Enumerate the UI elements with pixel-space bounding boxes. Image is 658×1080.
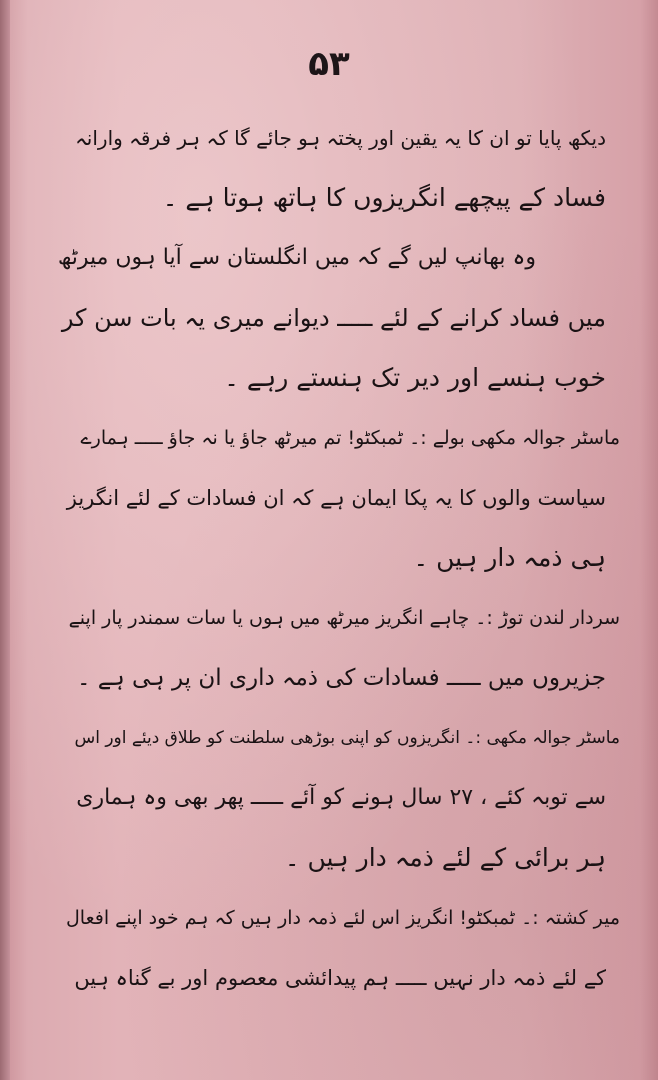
text-line: دیکھ پایا تو ان کا یہ یقین اور پختہ ہو جائے گا کہ ہر فرقہ وارانہ	[75, 126, 606, 150]
text-line: وہ بھانپ لیں گے کہ میں انگلستان سے آیا ہوں میرٹھ	[58, 245, 536, 270]
text-line: میر کشتہ :۔ ٹمبکٹو! انگریز اس لئے ذمہ دار ہیں کہ ہم خود اپنے افعال	[66, 907, 620, 929]
text-line: سیاست والوں کا یہ پکا ایمان ہے کہ ان فسادات کے لئے انگریز	[66, 486, 606, 510]
text-line: میں فساد کرانے کے لئے ـــــ دیوانے میری یہ بات سن کر	[61, 304, 606, 332]
page-text	[58, 108, 620, 1008]
text-line: ہی ذمہ دار ہیں ۔	[413, 543, 606, 572]
text-line: ہر برائی کے لئے ذمہ دار ہیں ۔	[284, 843, 606, 872]
text-line: کے لئے ذمہ دار نہیں ـــــ ہم پیدائشی معصوم اور بے گناہ ہیں	[74, 966, 606, 990]
text-line: سردار لندن توڑ :۔ چاہے انگریز میرٹھ میں ہوں یا سات سمندر پار اپنے	[68, 607, 620, 629]
text-line: خوب ہنسے اور دیر تک ہنستے رہے ۔	[224, 363, 606, 392]
page-number: ۵۳	[308, 44, 350, 84]
text-line: ماسٹر جوالہ مکھی :۔ انگریزوں کو اپنی بوڑھی سلطنت کو طلاق دیئے اور اس	[74, 728, 620, 748]
page-spine-shadow	[0, 0, 10, 1080]
text-line: فساد کے پیچھے انگریزوں کا ہاتھ ہوتا ہے ۔	[162, 183, 606, 212]
text-line: سے توبہ کئے ، ۲۷ سال ہونے کو آئے ـــــ پھر بھی وہ ہماری	[76, 785, 606, 810]
text-line: جزیروں میں ـــــ فسادات کی ذمہ داری ان پر ہی ہے ۔	[76, 665, 606, 691]
text-line: ماسٹر جوالہ مکھی بولے :۔ ٹمبکٹو! تم میرٹھ جاؤ یا نہ جاؤ ـــــ ہمارے	[80, 427, 620, 449]
